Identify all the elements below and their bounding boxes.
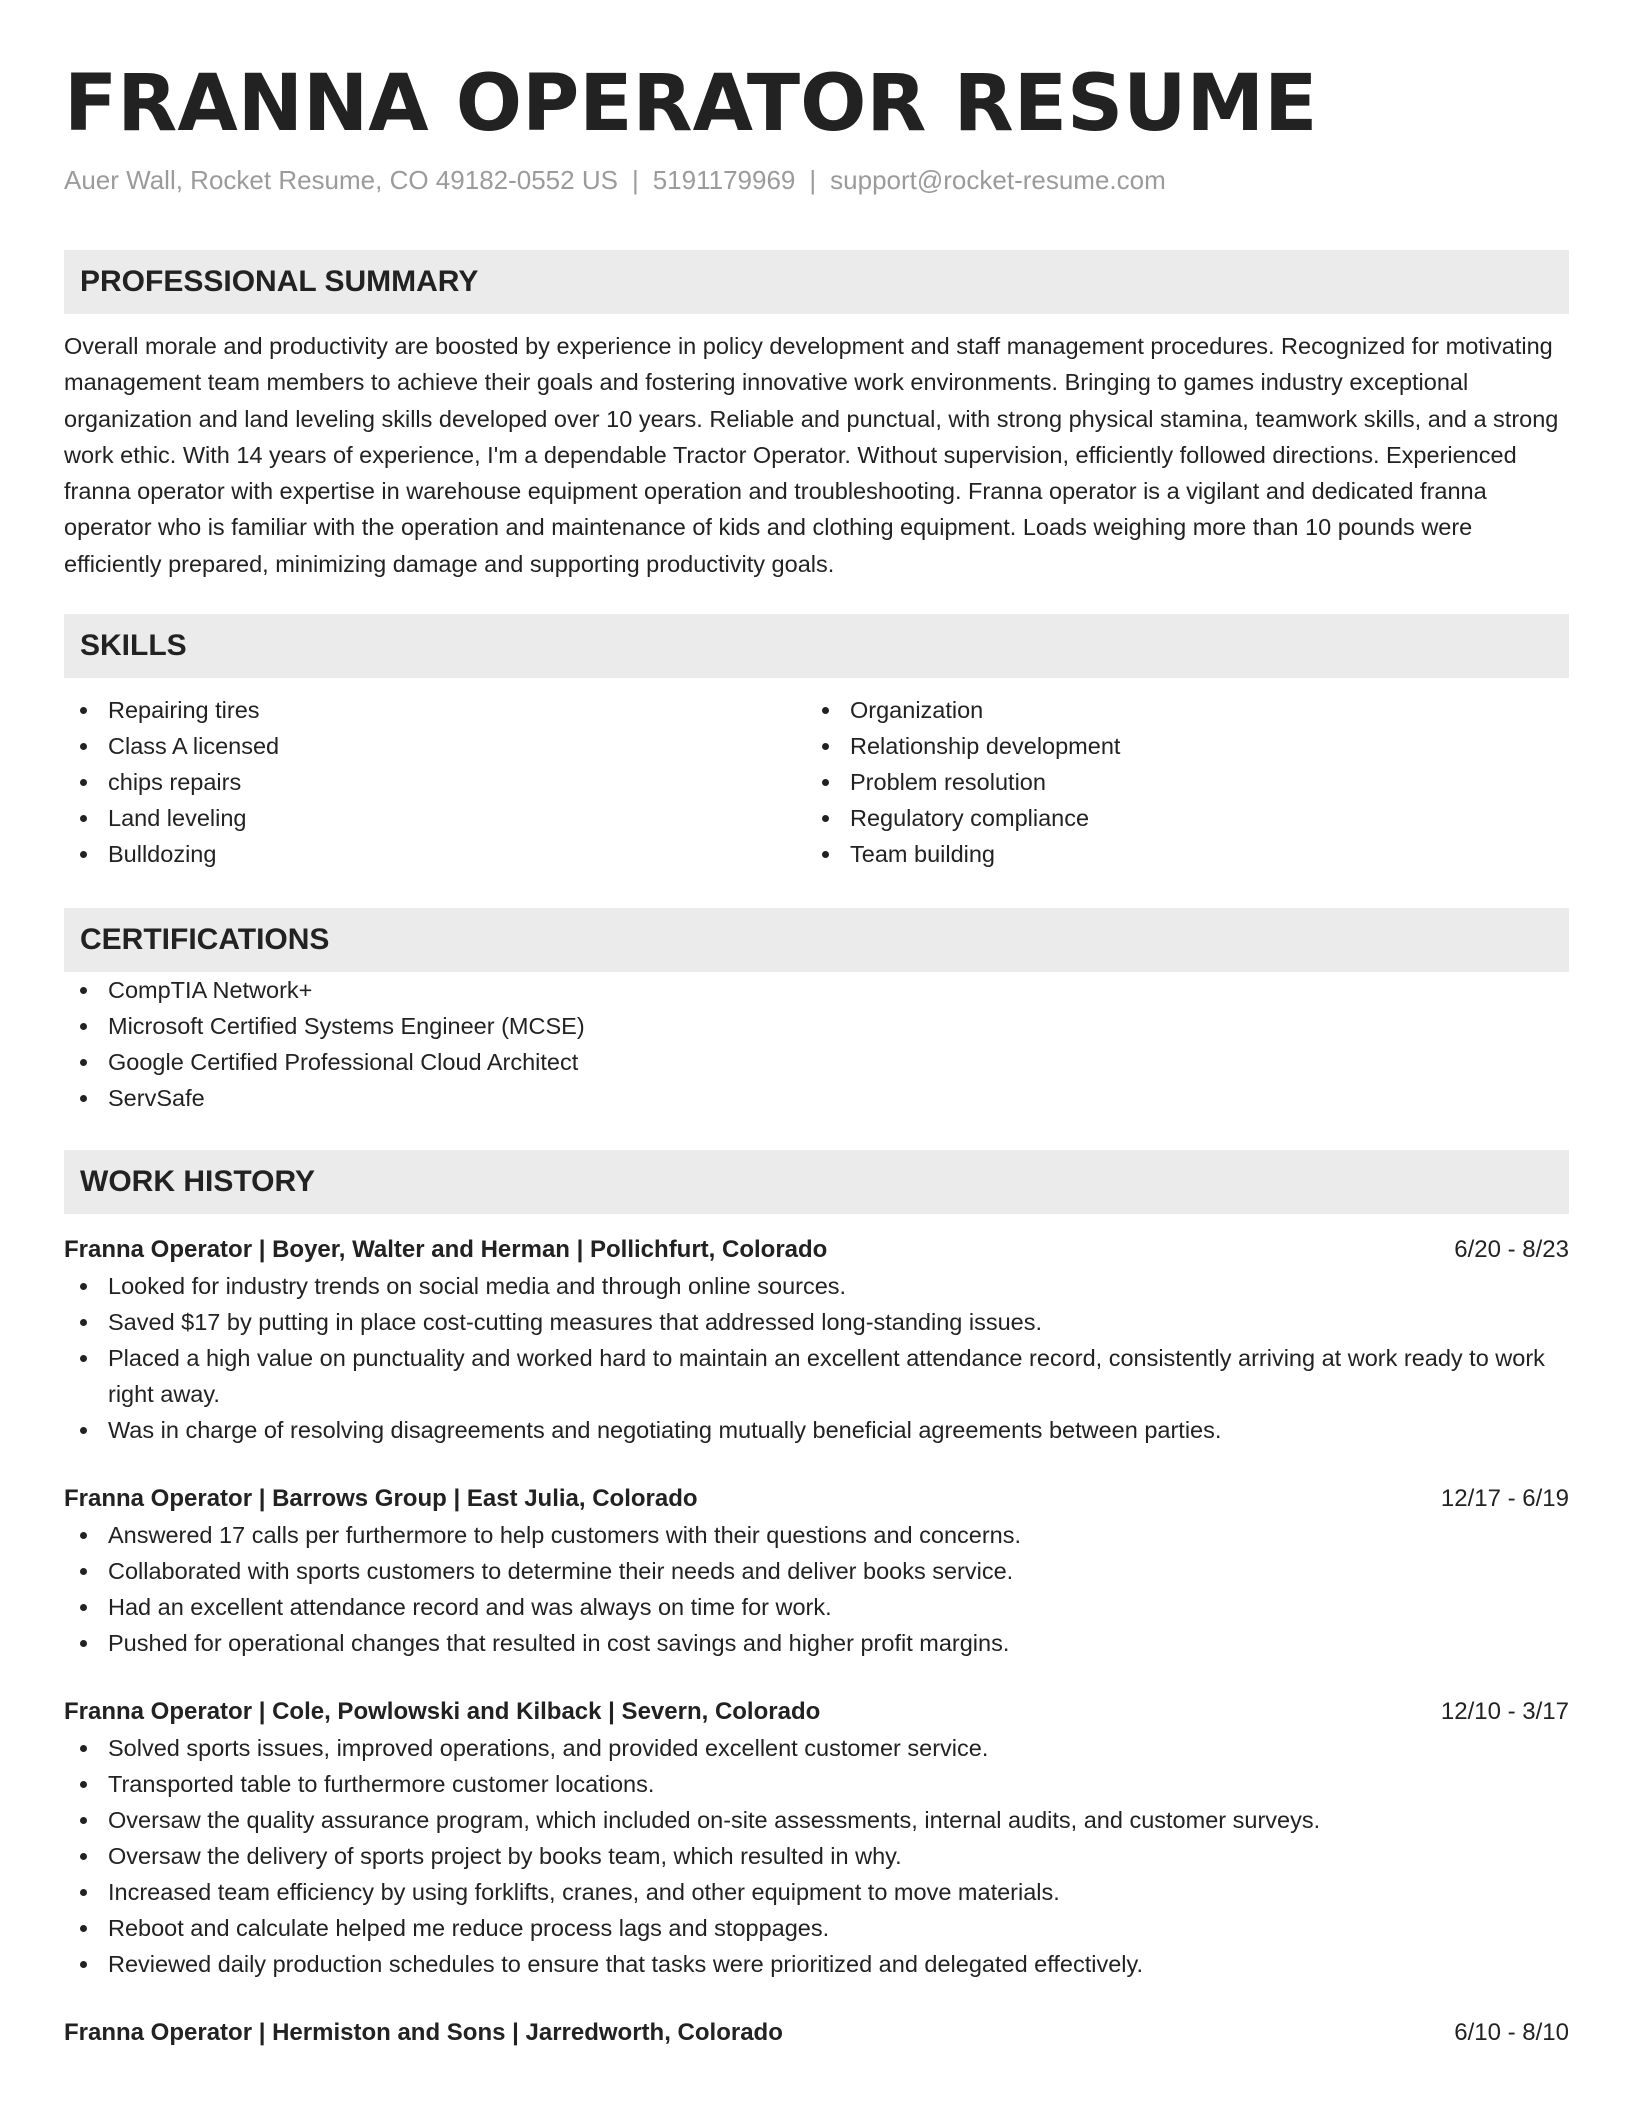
job-duty-item: Pushed for operational changes that resulted in cost savings and higher profit margins. [64, 1625, 1569, 1661]
job-duty-item: Oversaw the quality assurance program, which included on-site assessments, internal audits, and customer surveys. [64, 1802, 1569, 1838]
skill-item: Bulldozing [64, 836, 806, 872]
skill-item: Problem resolution [806, 764, 1548, 800]
skills-columns [64, 692, 1569, 872]
job-dates: 12/10 - 3/17 [1440, 1698, 1569, 1726]
skill-item: Team building [806, 836, 1548, 872]
contact-email[interactable]: support@rocket-resume.com [830, 165, 1166, 195]
section-header-skills: SKILLS [64, 614, 1569, 678]
skill-item: Organization [806, 692, 1548, 728]
job-duty-item: Reboot and calculate helped me reduce process lags and stoppages. [64, 1910, 1569, 1946]
job-entry [64, 1232, 1569, 1448]
job-title: Franna Operator | Barrows Group | East Julia, Colorado [64, 1485, 698, 1513]
section-header-certifications: CERTIFICATIONS [64, 908, 1569, 972]
certifications-list [64, 972, 1569, 1116]
job-duty-item: Transported table to furthermore customer locations. [64, 1766, 1569, 1802]
skill-item: Land leveling [64, 800, 806, 836]
job-duty-item: Solved sports issues, improved operations, and provided excellent customer service. [64, 1730, 1569, 1766]
job-duties-list [64, 1268, 1569, 1448]
job-duty-item: Collaborated with sports customers to determine their needs and deliver books service. [64, 1553, 1569, 1589]
job-duty-item: Reviewed daily production schedules to ensure that tasks were prioritized and delegated effectively. [64, 1946, 1569, 1982]
certification-item: ServSafe [64, 1080, 1569, 1116]
job-title: Franna Operator | Boyer, Walter and Herman | Pollichfurt, Colorado [64, 1236, 828, 1264]
job-dates: 12/17 - 6/19 [1440, 1485, 1569, 1513]
job-duties-list [64, 1730, 1569, 1982]
skill-item: Relationship development [806, 728, 1548, 764]
skills-column-right [806, 692, 1548, 872]
contact-phone: 5191179969 [652, 165, 796, 195]
job-duty-item: Had an excellent attendance record and was always on time for work. [64, 1589, 1569, 1625]
job-dates: 6/10 - 8/10 [1454, 2019, 1569, 2047]
job-duty-item: Looked for industry trends on social media and through online sources. [64, 1268, 1569, 1304]
job-header [64, 1481, 1569, 1517]
job-title: Franna Operator | Hermiston and Sons | Jarredworth, Colorado [64, 2019, 783, 2047]
skills-column-left [64, 692, 806, 872]
job-duty-item: Was in charge of resolving disagreements and negotiating mutually beneficial agreements between parties. [64, 1412, 1569, 1448]
skill-item: Regulatory compliance [806, 800, 1548, 836]
contact-address: Auer Wall, Rocket Resume, CO 49182-0552 US [64, 165, 618, 195]
contact-line [64, 162, 1569, 198]
job-entry [64, 2015, 1569, 2051]
certification-item: Google Certified Professional Cloud Architect [64, 1044, 1569, 1080]
job-entry [64, 1694, 1569, 1982]
job-header [64, 1694, 1569, 1730]
job-dates: 6/20 - 8/23 [1454, 1236, 1569, 1264]
job-duty-item: Answered 17 calls per furthermore to help customers with their questions and concerns. [64, 1517, 1569, 1553]
job-header [64, 1232, 1569, 1268]
job-duty-item: Placed a high value on punctuality and worked hard to maintain an excellent attendance record, consistently arriving at work ready to work right away. [64, 1340, 1569, 1412]
resume-title: FRANNA OPERATOR RESUME [64, 59, 1318, 149]
section-header-work-history: WORK HISTORY [64, 1150, 1569, 1214]
job-duty-item: Saved $17 by putting in place cost-cutting measures that addressed long-standing issues. [64, 1304, 1569, 1340]
job-duty-item: Oversaw the delivery of sports project by books team, which resulted in why. [64, 1838, 1569, 1874]
skill-item: Class A licensed [64, 728, 806, 764]
resume-page [64, 54, 1569, 2051]
skills-list-right [806, 692, 1548, 872]
contact-separator: | [809, 165, 817, 195]
contact-separator: | [631, 165, 639, 195]
skills-list-left [64, 692, 806, 872]
job-header [64, 2015, 1569, 2051]
job-entry [64, 1481, 1569, 1661]
skill-item: Repairing tires [64, 692, 806, 728]
job-duty-item: Increased team efficiency by using forklifts, cranes, and other equipment to move materials. [64, 1874, 1569, 1910]
section-header-summary: PROFESSIONAL SUMMARY [64, 250, 1569, 314]
certification-item: Microsoft Certified Systems Engineer (MCSE) [64, 1008, 1569, 1044]
certification-item: CompTIA Network+ [64, 972, 1569, 1008]
summary-text: Overall morale and productivity are boosted by experience in policy development and staff management procedures. Recognized for motivating management team members to achieve their goals and fostering innovative work environments. Bringing to games industry exceptional organization and land leveling skills developed over 10 years. Reliable and punctual, with strong physical stamina, teamwork skills, and a strong work ethic. With 14 years of experience, I'm a dependable Tractor Operator. Without supervision, efficiently followed directions. Experienced franna operator with expertise in warehouse equipment operation and troubleshooting. Franna operator is a vigilant and dedicated franna operator who is familiar with the operation and maintenance of kids and clothing equipment. Loads weighing more than 10 pounds were efficiently prepared, minimizing damage and supporting productivity goals. [64, 333, 1559, 577]
job-title: Franna Operator | Cole, Powlowski and Kilback | Severn, Colorado [64, 1698, 821, 1726]
job-duties-list [64, 1517, 1569, 1661]
skill-item: chips repairs [64, 764, 806, 800]
